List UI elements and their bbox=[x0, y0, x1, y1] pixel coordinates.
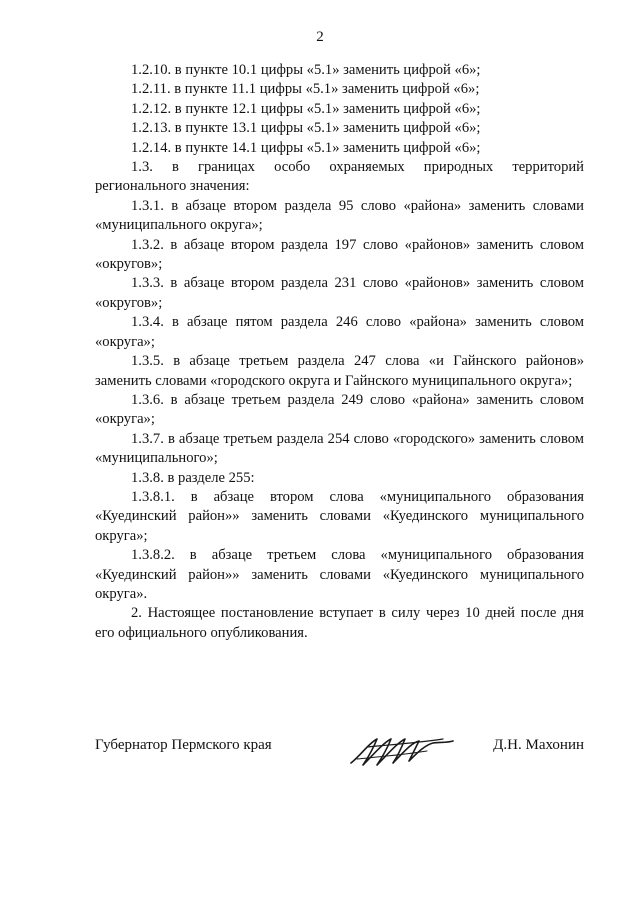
page-number: 2 bbox=[316, 29, 324, 45]
paragraph-1-2-10: 1.2.10. в пункте 10.1 цифры «5.1» заменить цифрой «6»; bbox=[131, 62, 481, 78]
paragraph-1-2-13: 1.2.13. в пункте 13.1 цифры «5.1» заменить цифрой «6»; bbox=[131, 120, 481, 137]
paragraph-1-3-8: 1.3.8. в разделе 255: bbox=[131, 469, 255, 486]
paragraph-1-3: 1.3. в границах особо охраняемых природных территорий регионального значения: bbox=[95, 159, 584, 195]
paragraph-1-3-8-1: 1.3.8.1. в абзаце втором слова «муниципального образования «Куединский район»» заменить словами «Куединского муниципального округа»; bbox=[95, 488, 584, 544]
signatory-name: Д.Н. Махонин bbox=[493, 737, 584, 753]
paragraph-1-3-5: 1.3.5. в абзаце третьем раздела 247 слова «и Гайнского районов» заменить словами «городского округа и Гайнского муниципального округа»; bbox=[95, 353, 584, 389]
paragraph-1-2-14: 1.2.14. в пункте 14.1 цифры «5.1» заменить цифрой «6»; bbox=[131, 139, 481, 156]
paragraph-1-2-12: 1.2.12. в пункте 12.1 цифры «5.1» заменить цифрой «6»; bbox=[131, 100, 481, 117]
paragraph-1-3-3: 1.3.3. в абзаце втором раздела 231 слово «районов» заменить словом «округов»; bbox=[95, 275, 584, 311]
paragraph-1-3-8-2: 1.3.8.2. в абзаце третьем слова «муниципального образования «Куединский район»» заменить словами «Куединского муниципального округа». bbox=[95, 547, 584, 602]
paragraph-1-3-4: 1.3.4. в абзаце пятом раздела 246 слово «района» заменить словом «округа»; bbox=[95, 314, 584, 350]
signature-block bbox=[95, 733, 584, 773]
handwritten-signature bbox=[347, 733, 457, 769]
signatory-position: Губернатор Пермского края bbox=[95, 737, 272, 753]
paragraph-1-3-1: 1.3.1. в абзаце втором раздела 95 слово «района» заменить словами «муниципального округа»; bbox=[95, 197, 584, 234]
document-body bbox=[95, 61, 584, 643]
paragraph-1-3-6: 1.3.6. в абзаце третьем раздела 249 слово «района» заменить словом «округа»; bbox=[95, 391, 584, 428]
paragraph-2: 2. Настоящее постановление вступает в силу через 10 дней после дня его официального опубликования. bbox=[95, 605, 584, 641]
paragraph-1-3-7: 1.3.7. в абзаце третьем раздела 254 слово «городского» заменить словом «муниципального»; bbox=[95, 430, 584, 467]
paragraph-1-2-11: 1.2.11. в пункте 11.1 цифры «5.1» заменить цифрой «6»; bbox=[131, 81, 480, 98]
paragraph-1-3-2: 1.3.2. в абзаце втором раздела 197 слово «районов» заменить словом «округов»; bbox=[95, 236, 584, 273]
